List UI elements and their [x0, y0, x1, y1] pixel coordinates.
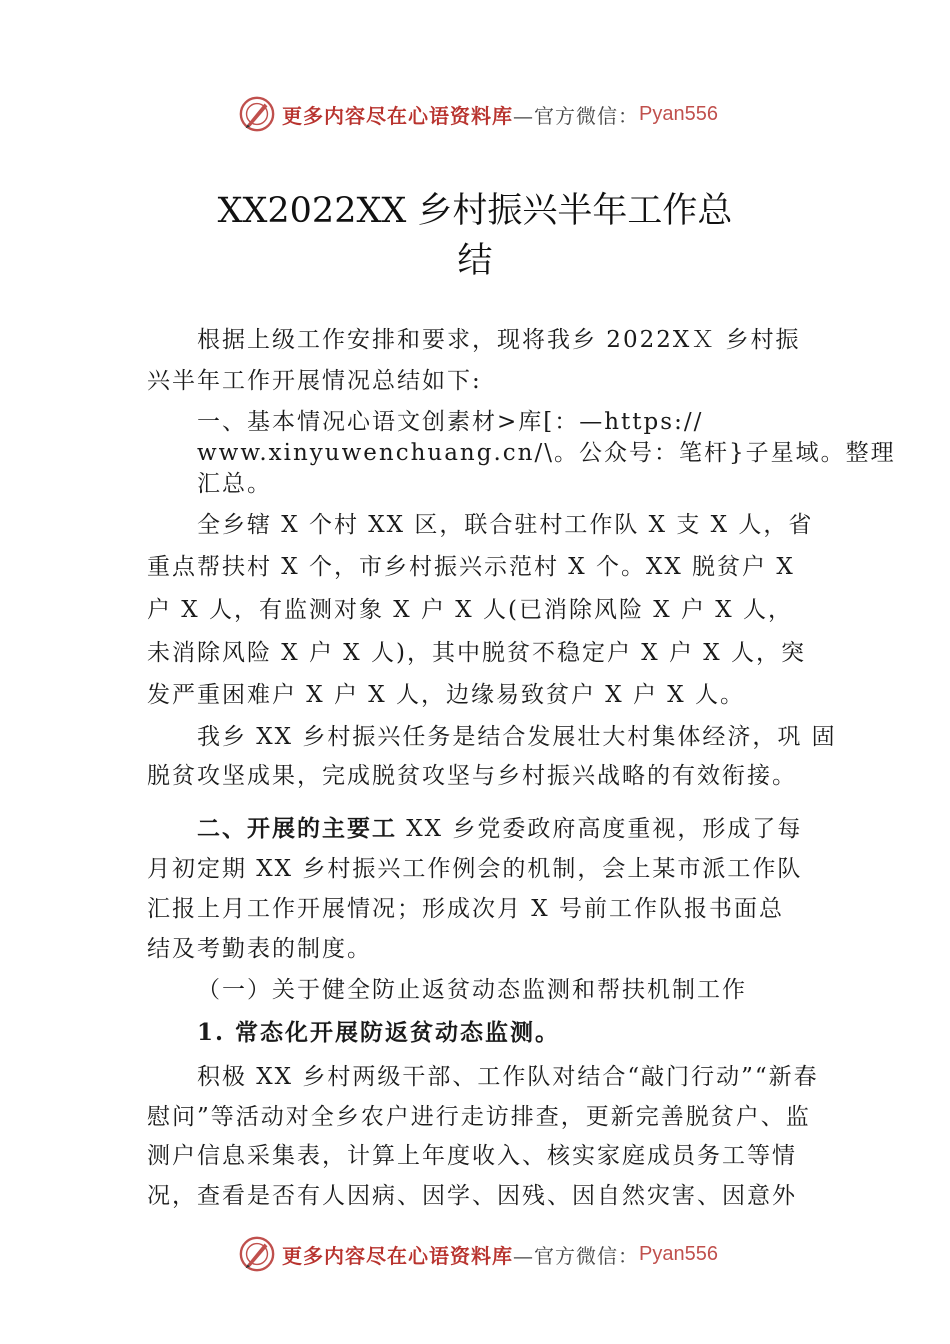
paragraph-line: 根据上级工作安排和要求，现将我乡 2022XＸ 乡村振	[197, 327, 801, 353]
paragraph-line: 汇总。	[197, 471, 272, 497]
document-title	[150, 186, 800, 286]
paragraph-line: 测户信息采集表，计算上年度收入、核实家庭成员务工等情	[147, 1143, 797, 1169]
paragraph-line	[197, 814, 802, 844]
paragraph-line: 积极 XX 乡村两级干部、工作队对结合“敲门行动”“新春	[197, 1064, 819, 1090]
paragraph-line: 况，查看是否有人因病、因学、因残、因自然灾害、因意外	[147, 1183, 797, 1209]
paragraph-line: 脱贫攻坚成果，完成脱贫攻坚与乡村振兴战略的有效衔接。	[147, 763, 797, 789]
item-heading: 1. 常态化开展防返贫动态监测。	[197, 1019, 561, 1046]
subsection-heading: （一）关于健全防止返贫动态监测和帮扶机制工作	[197, 977, 747, 1003]
title-line-2: 结	[457, 241, 493, 281]
paragraph-line: 未消除风险 X 户 X 人)，其中脱贫不稳定户 X 户 X 人，突	[147, 640, 806, 666]
section-heading-line: 一、基本情况心语文创素材>库[：—https://	[197, 409, 704, 435]
paragraph-line: www.xinyuwenchuang.cn/\。公众号：笔杆}子星域。整理	[197, 440, 896, 466]
paragraph-line: 发严重困难户 X 户 X 人，边缘易致贫户 X 户 X 人。	[147, 682, 745, 708]
paragraph-line: 全乡辖 X 个村 XX 区，联合驻村工作队 X 支 X 人，省	[197, 512, 814, 538]
banner-text: 更多内容尽在心语资料库	[282, 103, 513, 128]
paragraph-line: 汇报上月工作开展情况；形成次月 X 号前工作队报书面总	[147, 896, 784, 922]
pen-logo-icon	[238, 1235, 276, 1273]
title-line-1: XX2022XX 乡村振兴半年工作总	[217, 191, 733, 231]
paragraph-text: XX 乡党委政府高度重视，形成了每	[397, 816, 803, 842]
banner-wechat-id: Pyan556	[639, 1242, 718, 1265]
footer-banner	[238, 1234, 758, 1274]
paragraph-line: 户 X 人，有监测对象 X 户 X 人(已消除风险 X 户 X 人，	[147, 597, 793, 623]
section-heading: 二、开展的主要工	[197, 815, 397, 842]
banner-official-label: —官方微信：	[513, 1243, 639, 1268]
paragraph-line: 重点帮扶村 X 个，市乡村振兴示范村 X 个。XX 脱贫户 X	[147, 554, 795, 580]
pen-logo-icon	[238, 95, 276, 133]
paragraph-line: 我乡 XX 乡村振兴任务是结合发展壮大村集体经济，巩 固	[197, 724, 837, 750]
paragraph-line: 兴半年工作开展情况总结如下:	[147, 368, 482, 394]
paragraph-line: 结及考勤表的制度。	[147, 936, 372, 962]
paragraph-line: 慰问”等活动对全乡农户进行走访排查，更新完善脱贫户、监	[147, 1104, 811, 1130]
paragraph-line: 月初定期 XX 乡村振兴工作例会的机制，会上某市派工作队	[147, 856, 803, 882]
banner-wechat-id: Pyan556	[639, 102, 718, 125]
banner-text: 更多内容尽在心语资料库	[282, 1243, 513, 1268]
banner-official-label: —官方微信：	[513, 103, 639, 128]
header-banner	[238, 94, 758, 134]
